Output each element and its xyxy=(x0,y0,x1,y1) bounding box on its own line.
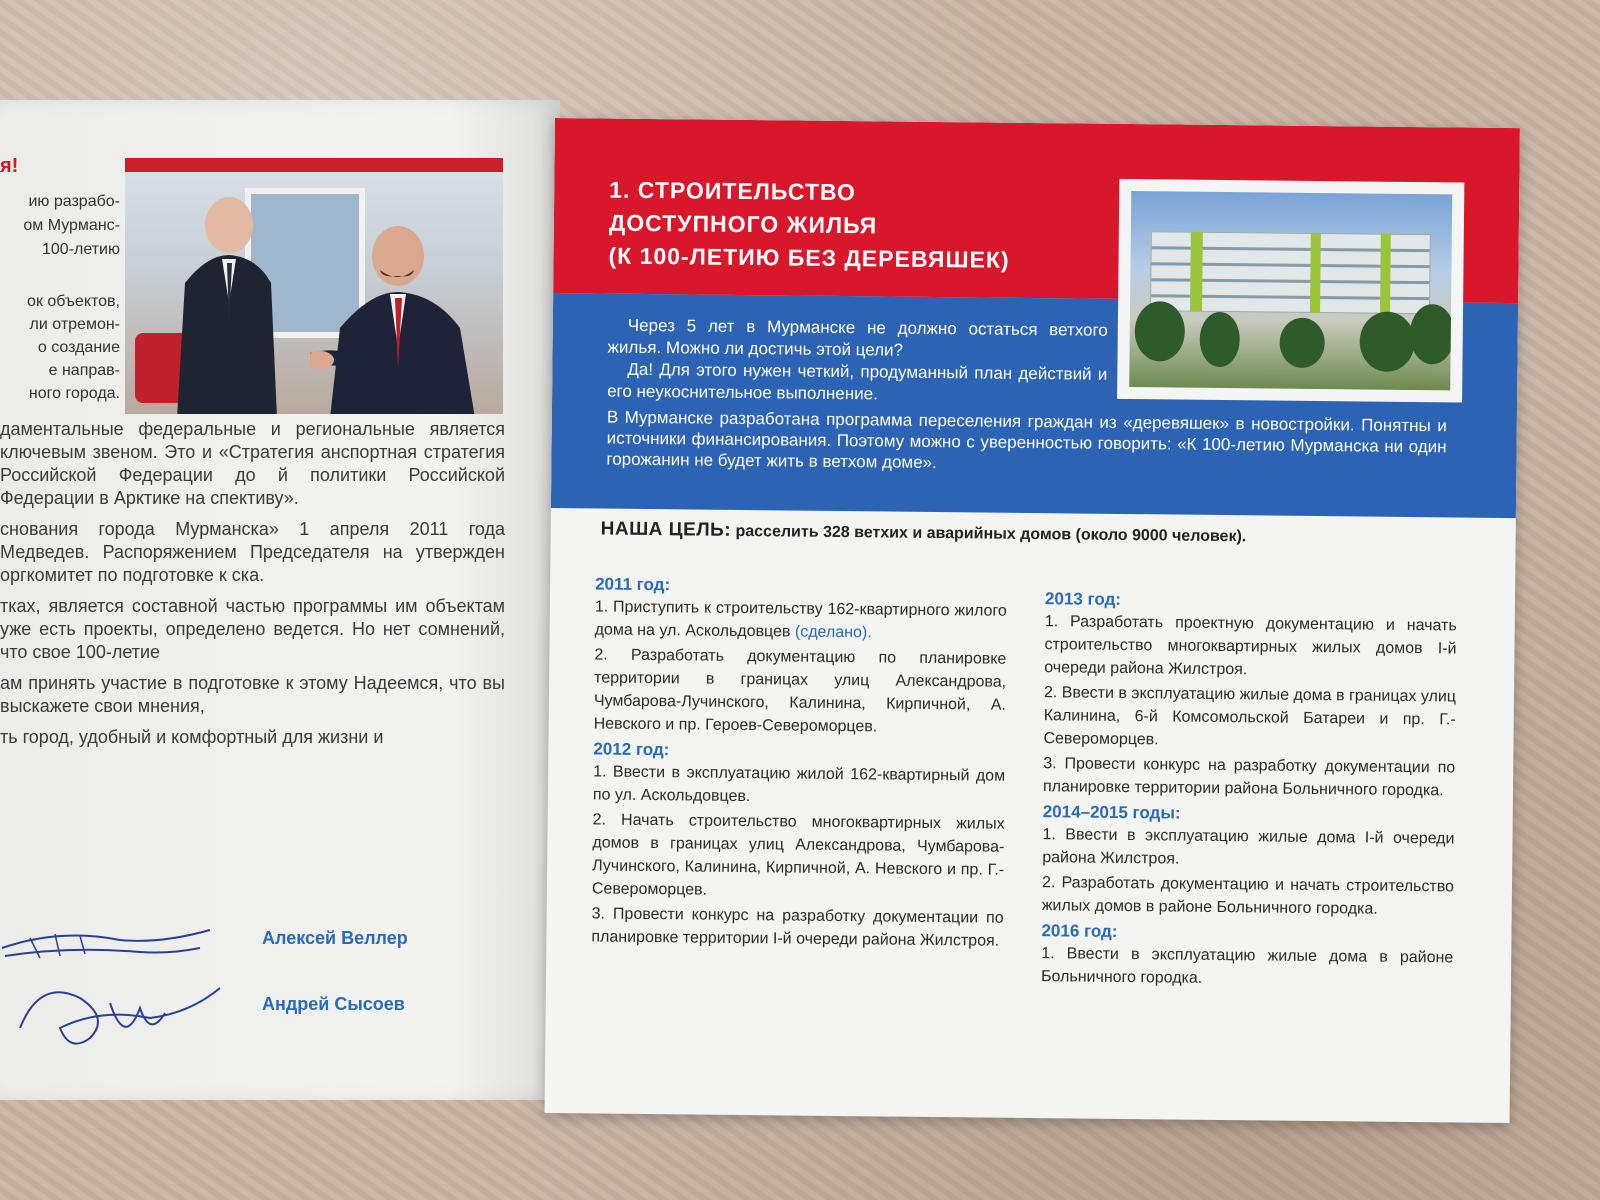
left-col-line: 100-летию xyxy=(42,241,120,258)
left-page xyxy=(0,100,560,1100)
left-col-line: е направ- xyxy=(48,362,120,379)
year-heading: 2011 год: xyxy=(595,574,671,595)
signature-marks xyxy=(0,908,240,1058)
plan-item: 1. Ввести в эксплуатацию жилые дома I-й очереди района Жилстроя. xyxy=(1042,826,1455,868)
left-col-line: ию разрабо- xyxy=(28,193,120,210)
plan-item: 2. Начать строительство многоквартирных жилых домов в границах улиц Александрова, Чумбарова-Лучинского, Калинина, Кирпичной, А. Невского и пр. Г.-Североморцев. xyxy=(591,811,1005,899)
headline-line: 1. СТРОИТЕЛЬСТВО xyxy=(609,176,857,206)
left-col-line: о создание xyxy=(37,339,120,356)
plan-item: 3. Провести конкурс на разработку документации по планировке территории района Больничного городка. xyxy=(1042,755,1456,800)
left-col-line: ли отремон- xyxy=(29,316,120,333)
year-heading: 2016 год: xyxy=(1041,921,1118,941)
year-heading: 2013 год: xyxy=(1044,589,1122,609)
done-note: (сделано). xyxy=(794,623,872,642)
left-page-exclaim: я! xyxy=(0,155,19,177)
goal-label: НАША ЦЕЛЬ: xyxy=(600,518,732,541)
plan-item: 1. Ввести в эксплуатацию жилой 162-квартирный дом по ул. Аскольдовцев. xyxy=(592,763,1006,806)
left-paragraph: даментальные федеральные и региональные является ключевым звеном. Это и «Стратегия анспортная стратегия Российской Федерации до й политики Российской Федерации в Арктике на спективу». xyxy=(0,419,505,508)
man-left-figure xyxy=(167,193,277,414)
left-col-line: ок объектов, xyxy=(27,293,120,310)
plan-column-right xyxy=(1041,585,1457,994)
left-col-line: ного города. xyxy=(28,385,120,402)
goal-text: расселить 328 ветхих и аварийных домов (около 9000 человек). xyxy=(735,522,1247,546)
plan-item: 1. Разработать проектную документацию и начать строительство многоквартирных жилых домов I-й очереди района Жилстроя. xyxy=(1044,613,1457,679)
plan-item: 3. Провести конкурс на разработку документации по планировке территории I-й очереди района Жилстроя. xyxy=(591,905,1004,950)
right-page xyxy=(545,118,1520,1123)
section-headline xyxy=(608,174,1010,277)
left-paragraph: ам принять участие в подготовке к этому Надеемся, что вы выскажете свои мнения, xyxy=(0,673,505,716)
signatory-name: Андрей Сысоев xyxy=(262,994,405,1014)
handshake-photo xyxy=(125,158,503,414)
left-col-top-text xyxy=(0,190,120,262)
year-heading: 2012 год: xyxy=(593,739,670,760)
left-paragraph: тках, является составной частью программы им объектам уже есть проекты, определено ведется. Но нет сомнений, что свое 100-летие xyxy=(0,596,505,662)
plan-item: 2. Разработать документацию по планировке территории в границах улиц Александрова, Чумбарова-Лучинского, Калинина, Кирпичной, А. Невского и пр. Героев-Североморцев. xyxy=(593,646,1007,736)
left-col-mid-text xyxy=(0,290,120,405)
headline-line: (К 100-ЛЕТИЮ БЕЗ ДЕРЕВЯШЕК) xyxy=(608,242,1010,273)
left-col-line: ом Мурманс- xyxy=(23,217,120,234)
signatures xyxy=(0,908,540,1058)
signatory-name: Алексей Веллер xyxy=(262,928,408,948)
plan-item: 2. Ввести в эксплуатацию жилые дома в границах улиц Калинина, 6-й Комсомольской Батареи и пр. Г.-Североморцев. xyxy=(1043,684,1457,749)
plan-item: 1. Приступить к строительству 162-квартирного жилого дома на ул. Аскольдовцев (сделано). xyxy=(594,598,1007,642)
intro-wide-text: В Мурманске разработана программа переселения граждан из «деревяшек» в новостройки. Понятны и источники финансирования. Поэтому можно с уверенностью говорить: «К 100-летию Мурманска ни один горожанин не будет жить в ветхом доме». xyxy=(606,407,1447,473)
year-heading: 2014–2015 годы: xyxy=(1042,802,1181,823)
man-right-figure xyxy=(310,218,480,414)
plan-item: 2. Разработать документацию и начать строительство жилых домов в районе Больничного городка. xyxy=(1041,874,1455,918)
left-page-body xyxy=(0,418,505,757)
plan-column-left xyxy=(591,570,1007,954)
headline-line: ДОСТУПНОГО ЖИЛЬЯ xyxy=(608,209,878,239)
goal-statement xyxy=(601,519,1461,550)
intro-paragraph: Да! Для этого нужен четкий, продуманный план действий и его неукоснительное выполнение. xyxy=(607,359,1108,404)
left-paragraph: ть город, удобный и комфортный для жизни и xyxy=(0,727,384,747)
plan-item: 1. Ввести в эксплуатацию жилые дома в районе Больничного городка. xyxy=(1040,945,1454,987)
left-paragraph: снования города Мурманска» 1 апреля 2011 года Медведев. Распоряжением Председателя на утвержден оргкомитет по подготовке к ска. xyxy=(0,519,505,585)
intro-text xyxy=(607,315,1108,408)
intro-paragraph: Через 5 лет в Мурманске не должно остаться ветхого жилья. Можно ли достичь этой цели? xyxy=(607,315,1108,360)
building-render-photo xyxy=(1117,179,1464,403)
